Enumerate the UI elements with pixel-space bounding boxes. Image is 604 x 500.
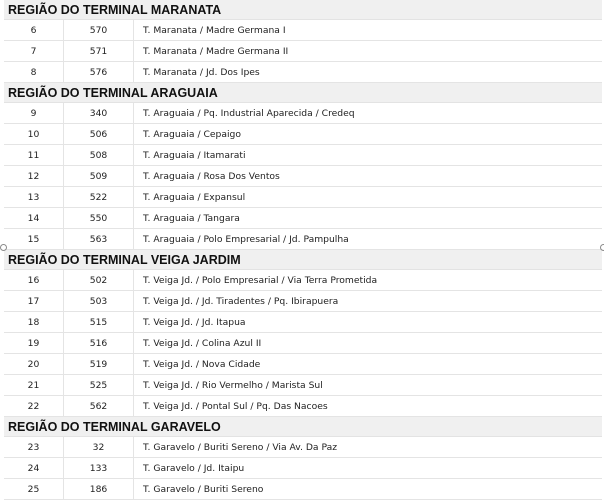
table-row [4,145,602,166]
table-row [4,208,602,229]
row-number: 9 [4,103,64,123]
line-code: 508 [64,145,134,165]
line-code: 516 [64,333,134,353]
table-row [4,396,602,417]
row-number: 17 [4,291,64,311]
line-code: 571 [64,41,134,61]
row-number: 13 [4,187,64,207]
route-name: T. Araguaia / Expansul [143,191,246,203]
row-number: 25 [4,479,64,499]
section-araguaia [4,83,602,250]
row-number: 14 [4,208,64,228]
table-row [4,270,602,291]
table-row [4,20,602,41]
route-name: T. Araguaia / Rosa Dos Ventos [143,170,280,182]
table-row [4,124,602,145]
route-name: T. Veiga Jd. / Jd. Tiradentes / Pq. Ibirapuera [143,295,339,307]
route-name: T. Garavelo / Buriti Sereno / Via Av. Da Paz [143,441,338,453]
section-garavelo [4,417,602,500]
line-code: 562 [64,396,134,416]
row-number: 21 [4,375,64,395]
route-name: T. Araguaia / Pq. Industrial Aparecida / Credeq [143,107,355,119]
table-row [4,354,602,375]
row-number: 24 [4,458,64,478]
table-row [4,62,602,83]
line-code: 502 [64,270,134,290]
line-code: 563 [64,229,134,249]
table-row [4,229,602,250]
route-name: T. Maranata / Madre Germana I [143,24,286,36]
line-code: 186 [64,479,134,499]
table-row [4,458,602,479]
route-name: T. Araguaia / Polo Empresarial / Jd. Pampulha [143,233,349,245]
section-veiga-jardim [4,250,602,417]
row-number: 8 [4,62,64,82]
line-code: 522 [64,187,134,207]
row-number: 19 [4,333,64,353]
route-name: T. Veiga Jd. / Jd. Itapua [143,316,246,328]
route-name: T. Garavelo / Buriti Sereno [143,483,264,495]
route-table [4,0,602,500]
section-header: REGIÃO DO TERMINAL VEIGA JARDIM [4,250,602,270]
row-number: 15 [4,229,64,249]
section-header: REGIÃO DO TERMINAL GARAVELO [4,417,602,437]
line-code: 133 [64,458,134,478]
table-row [4,166,602,187]
section-header: REGIÃO DO TERMINAL ARAGUAIA [4,83,602,103]
route-name: T. Garavelo / Jd. Itaipu [143,462,245,474]
line-code: 576 [64,62,134,82]
route-name: T. Veiga Jd. / Colina Azul II [143,337,262,349]
line-code: 519 [64,354,134,374]
line-code: 503 [64,291,134,311]
resize-handle-left[interactable] [0,244,7,251]
line-code: 32 [64,437,134,457]
table-row [4,375,602,396]
line-code: 570 [64,20,134,40]
row-number: 7 [4,41,64,61]
section-maranata [4,0,602,83]
route-name: T. Veiga Jd. / Rio Vermelho / Marista Sul [143,379,323,391]
route-name: T. Veiga Jd. / Polo Empresarial / Via Terra Prometida [143,274,378,286]
resize-handle-right[interactable] [600,244,604,251]
row-number: 18 [4,312,64,332]
row-number: 11 [4,145,64,165]
route-name: T. Maranata / Jd. Dos Ipes [143,66,260,78]
row-number: 22 [4,396,64,416]
line-code: 525 [64,375,134,395]
route-name: T. Araguaia / Cepaigo [143,128,241,140]
row-number: 16 [4,270,64,290]
line-code: 550 [64,208,134,228]
line-code: 506 [64,124,134,144]
table-row [4,479,602,500]
table-row [4,333,602,354]
route-name: T. Araguaia / Tangara [143,212,240,224]
route-name: T. Veiga Jd. / Nova Cidade [143,358,261,370]
row-number: 20 [4,354,64,374]
row-number: 23 [4,437,64,457]
table-row [4,291,602,312]
route-name: T. Veiga Jd. / Pontal Sul / Pq. Das Nacoes [143,400,328,412]
table-row [4,41,602,62]
line-code: 515 [64,312,134,332]
row-number: 10 [4,124,64,144]
table-row [4,103,602,124]
row-number: 6 [4,20,64,40]
line-code: 340 [64,103,134,123]
section-header: REGIÃO DO TERMINAL MARANATA [4,0,602,20]
line-code: 509 [64,166,134,186]
table-row [4,187,602,208]
route-name: T. Maranata / Madre Germana II [143,45,289,57]
table-row [4,437,602,458]
route-name: T. Araguaia / Itamarati [143,149,246,161]
row-number: 12 [4,166,64,186]
table-row [4,312,602,333]
